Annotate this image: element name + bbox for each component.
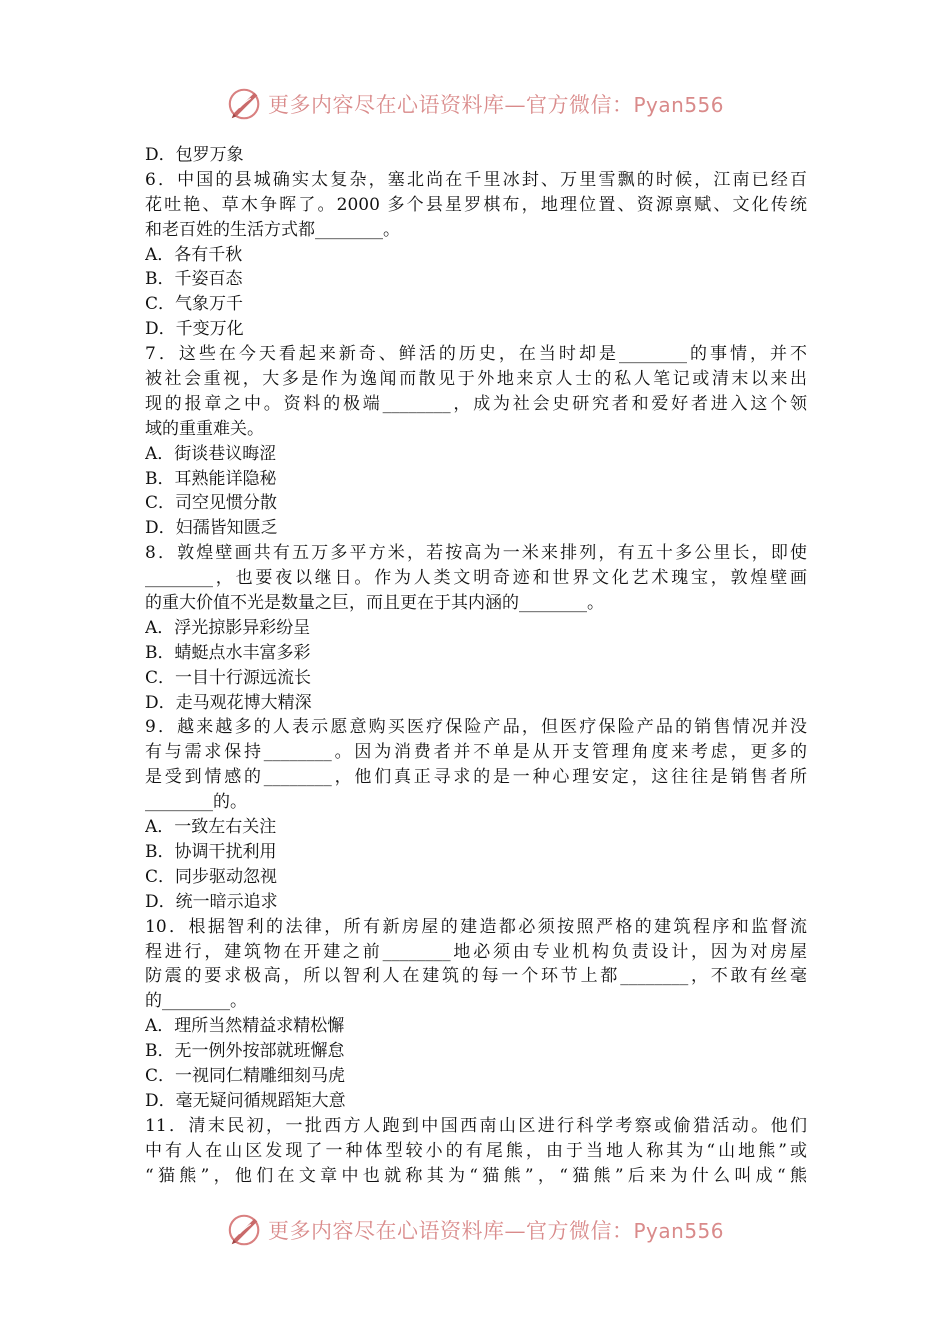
text-line: 8．敦煌壁画共有五万多平方米，若按高为一米来排列，有五十多公里长，即使 bbox=[145, 543, 807, 564]
text-line: D．走马观花博大精深 bbox=[145, 692, 312, 713]
text-line: 有与需求保持________。因为消费者并不单是从开支管理角度来考虑，更多的 bbox=[145, 742, 807, 763]
header-banner bbox=[0, 82, 950, 126]
text-line: 10．根据智利的法律，所有新房屋的建造都必须按照严格的建筑程序和监督流 bbox=[145, 916, 807, 937]
wechat-id: Pyan556 bbox=[633, 1219, 724, 1243]
text-line: ________，也要夜以继日。作为人类文明奇迹和世界文化艺术瑰宝，敦煌壁画 bbox=[145, 568, 807, 589]
text-line: “猫熊”，他们在文章中也就称其为“猫熊”，“猫熊”后来为什么叫成“熊 bbox=[145, 1165, 807, 1186]
banner-text bbox=[268, 89, 724, 119]
text-line: 被社会重视，大多是作为逸闻而散见于外地来京人士的私人笔记或清末以来出 bbox=[145, 369, 807, 390]
text-line: 6．中国的县城确实太复杂，塞北尚在千里冰封、万里雪飘的时候，江南已经百 bbox=[145, 169, 807, 190]
text-line: B．耳熟能详隐秘 bbox=[145, 468, 277, 489]
text-line: 防震的要求极高，所以智利人在建筑的每一个环节上都________，不敢有丝毫 bbox=[145, 966, 807, 987]
text-line: 中有人在山区发现了一种体型较小的有尾熊，由于当地人称其为“山地熊”或 bbox=[145, 1140, 807, 1161]
pen-logo-icon bbox=[226, 85, 264, 123]
wechat-id: Pyan556 bbox=[633, 93, 724, 117]
text-line: A．各有千秋 bbox=[145, 244, 243, 265]
footer-banner bbox=[0, 1208, 950, 1252]
banner-label: 更多内容尽在心语资料库—官方微信： bbox=[267, 1219, 634, 1243]
text-line: ________的。 bbox=[145, 792, 247, 813]
pen-logo-icon bbox=[226, 1211, 264, 1249]
text-line: 的________。 bbox=[145, 991, 247, 1012]
text-line: 11．清末民初，一批西方人跑到中国西南山区进行科学考察或偷猎活动。他们 bbox=[145, 1115, 807, 1136]
text-line: C．同步驱动忽视 bbox=[145, 866, 278, 887]
text-line: D．妇孺皆知匮乏 bbox=[145, 518, 278, 539]
text-line: C．气象万千 bbox=[145, 294, 244, 315]
text-line: 和老百姓的生活方式都________。 bbox=[145, 219, 400, 240]
text-line: 现的报章之中。资料的极端________，成为社会史研究者和爱好者进入这个领 bbox=[145, 393, 807, 414]
text-line: A．浮光掠影异彩纷呈 bbox=[145, 617, 311, 638]
text-line: 7．这些在今天看起来新奇、鲜活的历史，在当时却是________的事情，并不 bbox=[145, 344, 807, 365]
banner-text bbox=[268, 1215, 724, 1245]
text-line: D．包罗万象 bbox=[145, 145, 244, 165]
text-line: 域的重重难关。 bbox=[145, 418, 264, 439]
text-line: 的重大价值不光是数量之巨，而且更在于其内涵的________。 bbox=[145, 593, 604, 614]
text-line: 花吐艳、草木争晖了。2000 多个县星罗棋布，地理位置、资源禀赋、文化传统 bbox=[145, 194, 807, 215]
text-line: A．一致左右关注 bbox=[145, 817, 277, 838]
text-line: C．一视同仁精雕细刻马虎 bbox=[145, 1065, 346, 1086]
text-line: 程进行，建筑物在开建之前________地必须由专业机构负责设计，因为对房屋 bbox=[145, 941, 807, 962]
text-line: A．理所当然精益求精松懈 bbox=[145, 1016, 345, 1037]
text-line: 9．越来越多的人表示愿意购买医疗保险产品，但医疗保险产品的销售情况并没 bbox=[145, 717, 807, 738]
text-line: B．蜻蜓点水丰富多彩 bbox=[145, 642, 311, 663]
text-line: C．司空见惯分散 bbox=[145, 493, 278, 514]
banner-label: 更多内容尽在心语资料库—官方微信： bbox=[267, 93, 634, 117]
text-line: C．一目十行源远流长 bbox=[145, 667, 312, 688]
text-line: B．无一例外按部就班懈怠 bbox=[145, 1041, 345, 1062]
text-line: D．毫无疑问循规蹈矩大意 bbox=[145, 1090, 346, 1111]
text-line: D．千变万化 bbox=[145, 319, 244, 340]
text-line: 是受到情感的________，他们真正寻求的是一种心理安定，这往往是销售者所 bbox=[145, 767, 807, 788]
text-line: A．街谈巷议晦涩 bbox=[145, 443, 277, 464]
document-body bbox=[145, 143, 807, 1188]
text-line: B．千姿百态 bbox=[145, 269, 243, 290]
text-line: B．协调干扰利用 bbox=[145, 841, 277, 862]
text-line: D．统一暗示追求 bbox=[145, 891, 278, 912]
